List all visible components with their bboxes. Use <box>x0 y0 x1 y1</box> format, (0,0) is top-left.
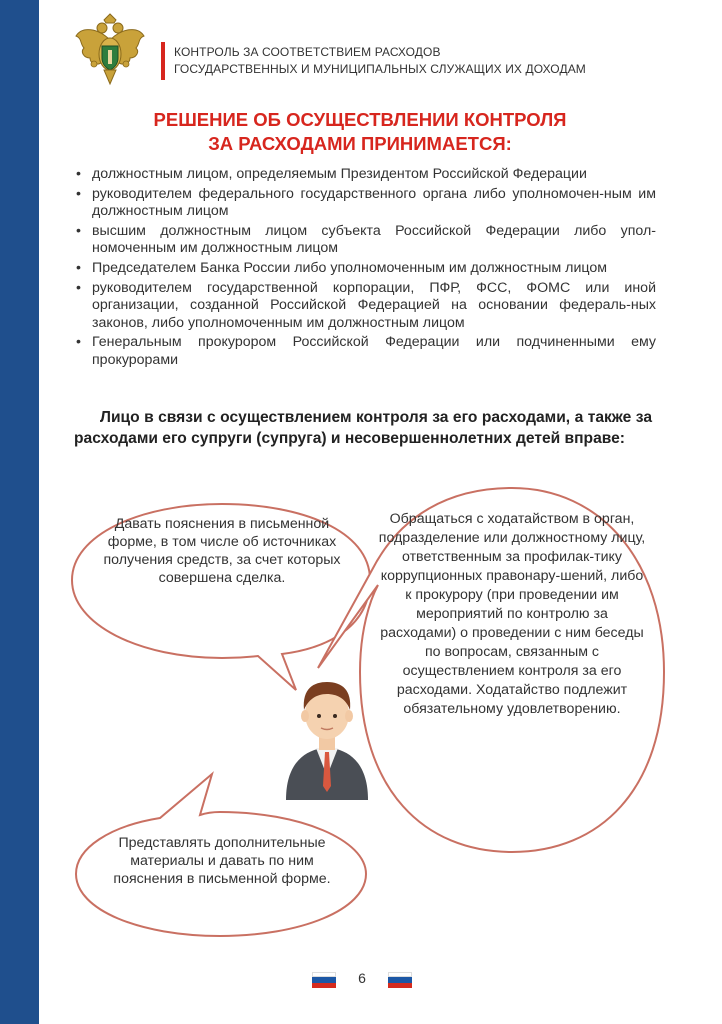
list-item: • высшим должностным лицом субъекта Российской Федерации либо упол-номоченным им должностным лицом <box>74 223 656 258</box>
list-item: • должностным лицом, определяемым Президентом Российской Федерации <box>74 166 656 184</box>
title-line-1: РЕШЕНИЕ ОБ ОСУЩЕСТВЛЕНИИ КОНТРОЛЯ <box>153 109 567 130</box>
header-line-1: КОНТРОЛЬ ЗА СООТВЕТСТВИЕМ РАСХОДОВ <box>174 45 441 59</box>
list-item: • руководителем государственной корпорации, ПФР, ФСС, ФОМС или иной организации, созданной Российской Федерацией на основании федераль-ных законов, либо уполномоченным им должностным лицом <box>74 280 656 333</box>
bubble-left-top-text: Давать пояснения в письменной форме, в том числе об источниках получения средств, за счет которых совершена сделка. <box>103 516 341 586</box>
bubble-left-bottom-text: Представлять дополнительные материалы и давать по ним пояснения в письменной форме. <box>113 835 331 887</box>
list-item: • Генеральным прокурором Российской Федерации или подчиненными ему прокурорами <box>74 334 656 369</box>
russian-flag-icon <box>388 972 412 988</box>
list-item: • руководителем федерального государственного органа либо уполномочен-ным им должностным лицом <box>74 186 656 221</box>
russian-flag-icon <box>312 972 336 988</box>
rights-intro: Лицо в связи с осуществлением контроля за его расходами, а также за расходами его супруги (супруга) и несовершеннолетних детей вправе: <box>74 409 652 447</box>
bubble-right-text: Обращаться с ходатайством в орган, подразделение или должностному лицу, ответственным за профилак-тику коррупционных правонару-шений, либо к прокурору (при проведении им мероприятий по контролю за расходами) о проведении с ним беседы по вопросам, связанным с осуществлением контроля за его расходами. Ходатайство подлежит обязательному удовлетворению. <box>378 511 646 717</box>
businessman-icon <box>286 682 368 800</box>
list-item: • Председателем Банка России либо уполномоченным им должностным лицом <box>74 260 656 278</box>
title-line-2: ЗА РАСХОДАМИ ПРИНИМАЕТСЯ: <box>208 133 512 154</box>
header-line-2: ГОСУДАРСТВЕННЫХ И МУНИЦИПАЛЬНЫХ СЛУЖАЩИХ ИХ ДОХОДАМ <box>174 62 586 76</box>
page-number: 6 <box>358 970 366 986</box>
